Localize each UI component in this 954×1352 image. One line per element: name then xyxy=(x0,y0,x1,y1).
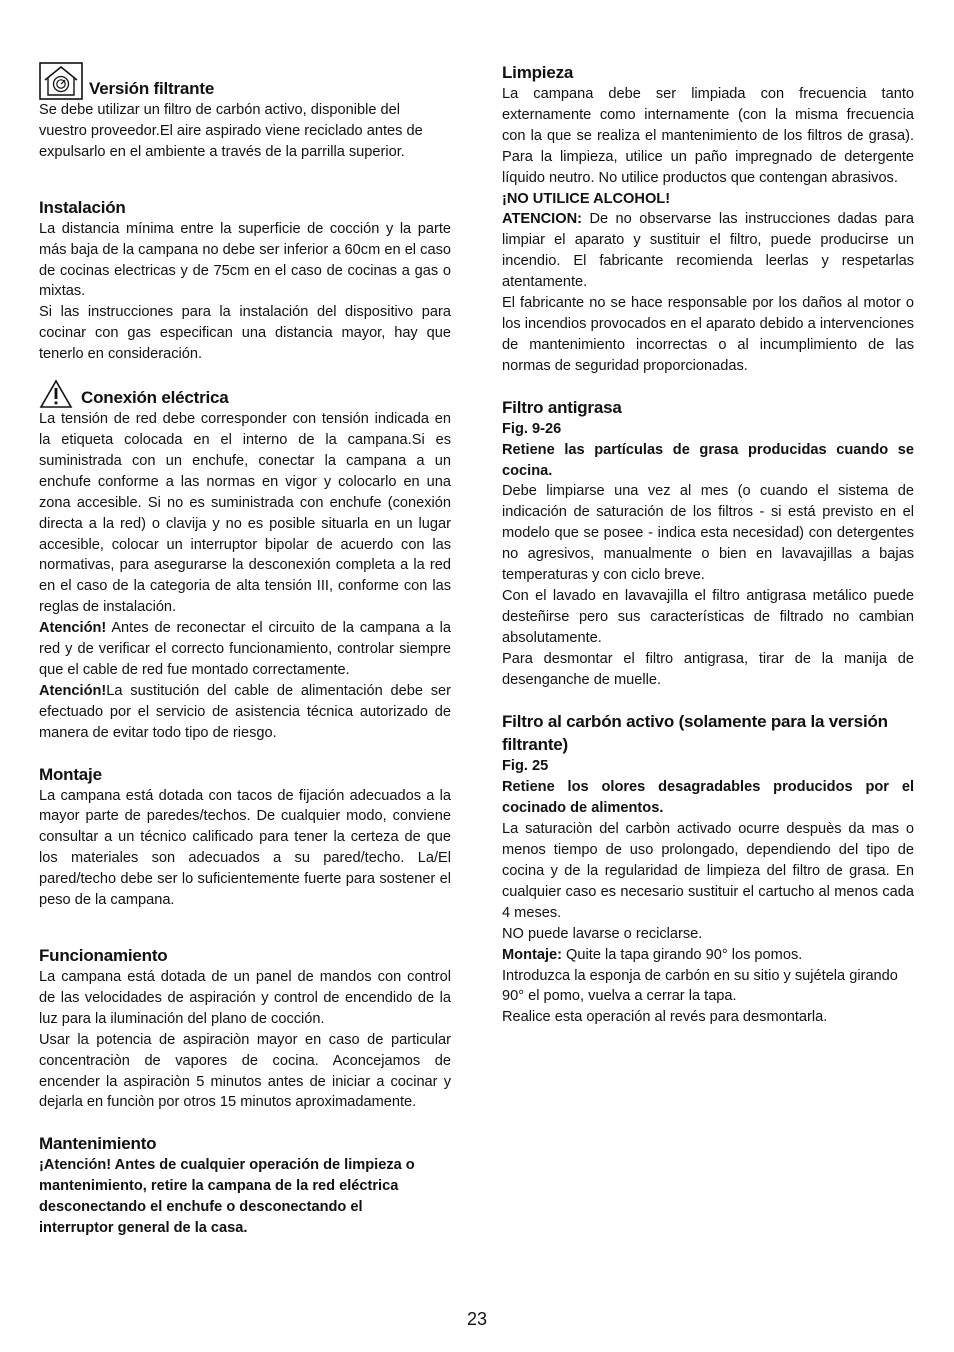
emphasis: Montaje: xyxy=(502,946,562,963)
figure-ref: Fig. 9-26 xyxy=(502,420,562,437)
paragraph: Se debe utilizar un filtro de carbón activo, disponible del vuestro proveedor.El aire aspirado viene reciclado antes de expulsarlo en el ambiente a través de la parrilla superior. xyxy=(39,102,423,160)
section-montaje xyxy=(39,764,451,911)
paragraph: ¡NO UTILICE ALCOHOL! xyxy=(502,190,671,207)
paragraph: La tensión de red debe corresponder con tensión indicada en la etiqueta colocada en el interno de la campana.Si es suministrada con un enchufe, conectar la campana a un enchufe conforme a las normas en vigor y colocarlo en una zona accesible. Si no es suministrada con enchufe (conexión directa a la red) o clavija y no es posible situarla en un lugar accesible, colocar un interruptor bipolar de acuerdo con las normativas, para asegurarse la desconexión completa a la red en el caso de la categoria de alta tensión III, conforme con las reglas de instalación. xyxy=(39,411,451,616)
paragraph-text: La sustitución del cable de alimentación debe ser efectuado por el servicio de asistencia técnica autorizado de manera de evitar todo tipo de riesgo. xyxy=(39,682,451,741)
paragraph xyxy=(502,209,914,293)
emphasis: Atención! xyxy=(39,620,107,637)
paragraph-text: Antes de reconectar el circuito de la campana a la red y de verificar el correcto funcionamiento, controlar siempre que el cable de red fue montado correctamente. xyxy=(39,620,451,678)
figure-ref: Fig. 25 xyxy=(502,758,549,775)
emphasis: Atención! xyxy=(39,682,107,699)
section-title: Filtro al carbón activo (solamente para la versión filtrante) xyxy=(502,712,888,755)
paragraph: Debe limpiarse una vez al mes (o cuando el sistema de indicación de saturación de los filtros - si está previsto en el modelo que se posee - indica esta necesidad) con detergentes no agresivos, manualmente o bien en lavavajillas a bajas temperaturas y con ciclo breve. xyxy=(502,483,914,584)
paragraph: La saturaciòn del carbòn activado ocurre despuès da mas o menos tiempo de uso prolongado, dependiendo del tipo de cocina y de la regularidad de limpieza del filtro de grasa. En cualquier caso es necesario sustituir el cartucho al menos cada 4 meses. xyxy=(502,821,914,921)
section-title: Limpieza xyxy=(502,63,574,82)
recirculation-house-icon xyxy=(39,62,83,100)
paragraph: ¡Atención! Antes de cualquier operación de limpieza o mantenimiento, retire la campana de la red eléctrica desconectando el enchufe o desconectando el interruptor general de la casa. xyxy=(39,1157,415,1237)
left-column xyxy=(39,62,451,1239)
paragraph-text: Quite la tapa girando 90° los pomos. xyxy=(562,946,803,963)
paragraph: Si las instrucciones para la instalación del dispositivo para cocinar con gas especifican una distancia mayor, hay que tenerlo en consideración. xyxy=(39,304,451,363)
section-version-filtrante xyxy=(39,62,451,163)
section-title: Funcionamiento xyxy=(39,946,168,965)
section-title: Versión filtrante xyxy=(89,79,215,98)
section-heading-row xyxy=(39,62,451,100)
section-title: Montaje xyxy=(39,764,102,784)
paragraph: Con el lavado en lavavajilla el filtro antigrasa metálico puede desteñirse pero sus características de filtrado no cambian absolutamente. xyxy=(502,587,914,646)
section-funcionamiento xyxy=(39,945,451,1113)
section-conexion-electrica xyxy=(39,379,451,744)
warning-triangle-icon xyxy=(39,379,73,409)
paragraph: La distancia mínima entre la superficie de cocción y la parte más baja de la campana no debe ser inferior a 60cm en el caso de cocinas electricas y de 75cm en el caso de cocinas a gas o mixtas. xyxy=(39,220,451,300)
paragraph: Realice esta operación al revés para desmontarla. xyxy=(502,1009,828,1026)
section-filtro-carbon xyxy=(502,710,914,1028)
paragraph: La campana está dotada con tacos de fijación adecuados a la mayor parte de paredes/techos. De cualquier modo, conviene consultar a un técnico calificado para tener la certeza de que los materiales son adecuados a su pared/techo. La/El pared/techo debe ser lo suficientemente fuerte para sostener el peso de la campana. xyxy=(39,787,451,909)
paragraph: Para desmontar el filtro antigrasa, tirar de la manija de desenganche de muelle. xyxy=(502,650,914,688)
paragraph xyxy=(39,681,451,744)
section-title: Mantenimiento xyxy=(39,1134,157,1154)
paragraph: Introduzca la esponja de carbón en su sitio y sujétela girando 90° el pomo, vuelva a cerrar la tapa. xyxy=(502,967,898,1005)
paragraph xyxy=(39,618,451,681)
paragraph: NO puede lavarse o reciclarse. xyxy=(502,925,703,942)
section-heading-row xyxy=(39,379,451,409)
paragraph-text: De no observarse las instrucciones dadas para limpiar el aparato y sustituir el filtro, puede producirse un incendio. El fabricante recomienda leerlas y respetarlas atentamente. xyxy=(502,211,914,291)
emphasis: ATENCION: xyxy=(502,211,582,228)
paragraph: La campana está dotada de un panel de mandos con control de las velocidades de aspiración y control de encendido de la luz para la iluminación del plano de cocción. xyxy=(39,969,451,1027)
section-mantenimiento xyxy=(39,1133,451,1239)
paragraph: La campana debe ser limpiada con frecuencia tanto externamente como internamente (con la misma frecuencia con la que se realiza el mantenimiento de los filtros de grasa). Para la limpieza, utilice un paño impregnado de detergente líquido neutro. No utilice productos que contengan abrasivos. xyxy=(502,86,914,186)
paragraph: Usar la potencia de aspiraciòn mayor en caso de particular concentraciòn de vapores de cocina. Aconcejamos de encender la aspiraciòn 5 minutos antes de iniciar a cocinar y dejarla en funciòn por otros 15 minutos aproximadamente. xyxy=(39,1031,451,1111)
right-column xyxy=(502,62,914,1028)
paragraph: Retiene las partículas de grasa producidas cuando se cocina. xyxy=(502,441,914,479)
section-limpieza xyxy=(502,62,914,377)
section-instalacion xyxy=(39,197,451,365)
section-title: Instalación xyxy=(39,197,126,217)
page-number: 23 xyxy=(466,1309,488,1329)
paragraph: El fabricante no se hace responsable por los daños al motor o los incendios provocados en el aparato debido a intervenciones de mantenimiento incorrectas o al incumplimiento de las normas de seguridad proporcionadas. xyxy=(502,295,914,374)
section-title: Conexión eléctrica xyxy=(81,388,229,408)
paragraph xyxy=(502,945,914,966)
section-title: Filtro antigrasa xyxy=(502,397,622,417)
paragraph: Retiene los olores desagradables producidos por el cocinado de alimentos. xyxy=(502,779,914,817)
section-filtro-antigrasa xyxy=(502,397,914,691)
